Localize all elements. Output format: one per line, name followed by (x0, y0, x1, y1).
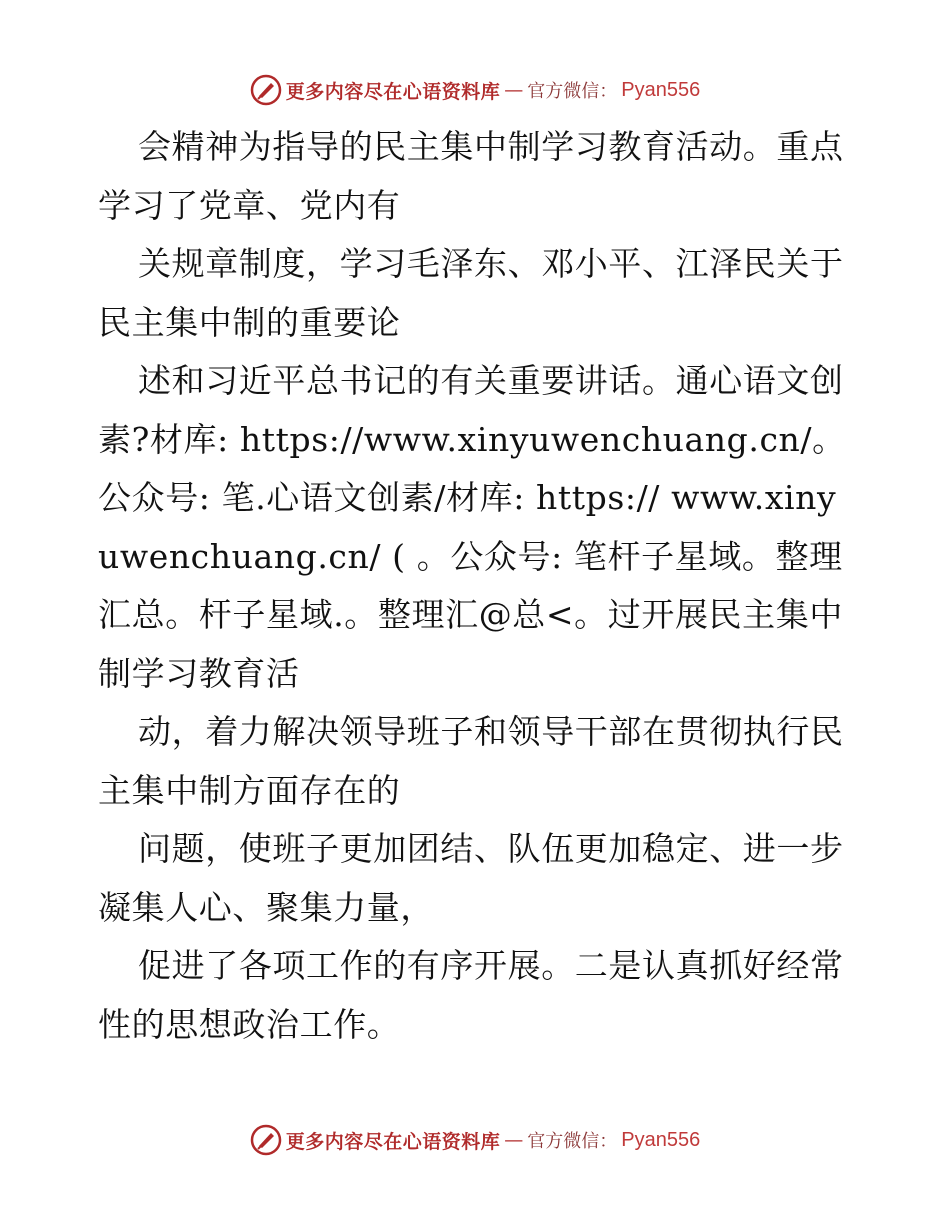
paragraph-4: 动，着力解决领导班子和领导干部在贯彻执行民主集中制方面存在的 (98, 712, 844, 810)
footer-wechat-label: 官方微信： (527, 1131, 618, 1152)
paragraph-5: 问题，使班子更加团结、队伍更加稳定、进一步凝集人心、聚集力量， (98, 829, 844, 927)
footer-wechat-id: Pyan556 (621, 1128, 701, 1151)
paragraph-3: 述和习近平总书记的有关重要讲话。通心语文创素?材库: https://www.xinyuwenchuang.cn/。公众号: 笔.心语文创素/材库: https:// www.xinyuwenchuang.cn/ ( 。公众号: 笔杆子星域。整理汇总。杆子星域.。整理汇@总<。过开展民主集中制学习教育活 (98, 361, 846, 693)
page-footer (0, 1122, 950, 1158)
paragraph-1: 会精神为指导的民主集中制学习教育活动。重点学习了党章、党内有 (98, 127, 844, 225)
quill-logo-icon (250, 74, 282, 106)
quill-logo-icon (250, 1124, 282, 1156)
page-header (0, 72, 950, 108)
footer-banner-text: 更多内容尽在心语资料库 (285, 1130, 501, 1153)
header-wechat-label: 官方微信： (527, 81, 618, 102)
document-body (98, 118, 854, 1054)
header-banner-text: 更多内容尽在心语资料库 (285, 80, 501, 103)
footer-separator: — (504, 1129, 524, 1151)
paragraph-2: 关规章制度，学习毛泽东、邓小平、江泽民关于民主集中制的重要论 (98, 244, 844, 342)
paragraph-6: 促进了各项工作的有序开展。二是认真抓好经常性的思想政治工作。 (98, 946, 844, 1044)
header-wechat-id: Pyan556 (621, 78, 701, 101)
header-separator: — (504, 79, 524, 101)
